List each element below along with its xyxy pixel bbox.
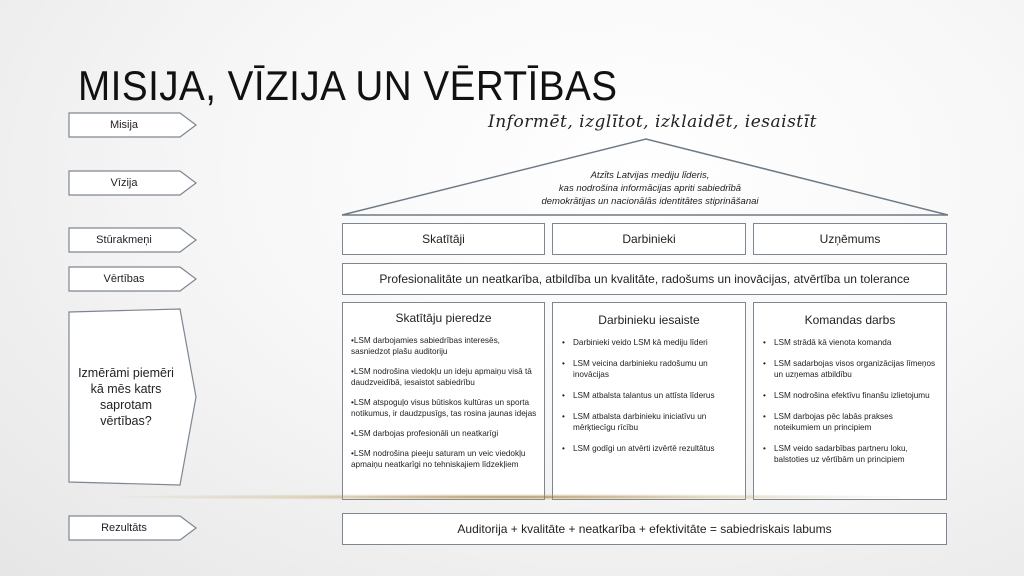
cornerstone-uznemums: Uzņēmums [753,223,947,255]
list-item: •LSM darbojas profesionāli un neatkarīgi [351,429,499,438]
column-darbinieku-iesaiste [552,302,746,500]
cornerstone-skatitaji: Skatītāji [342,223,545,255]
column-komandas-darbs [753,302,947,500]
label-arrow-misija [68,112,198,138]
list-item: • LSM nodrošina efektīvu finanšu izlietojumu [762,390,940,401]
label-arrow-vertibas [68,266,198,292]
result-box: Auditorija + kvalitāte + neatkarība + efektivitāte = sabiedriskais labums [342,513,947,545]
list-item: •LSM nodrošina viedokļu un ideju apmaiņu visā tā daudzveidībā, iesaistot sabiedrību [351,367,532,387]
column-skatitaju-pieredze [342,302,545,500]
mission-motto: Informēt, izglītot, izklaidēt, iesaistīt [488,112,817,132]
list-item: • Darbinieki veido LSM kā mediju līderi [561,337,739,348]
label-rezultats: Rezultāts [101,522,147,534]
list-item: • LSM darbojas pēc labās prakses noteikumiem un principiem [762,411,940,433]
column-title: Darbinieku iesaiste [598,313,700,327]
list-item: • LSM veicina darbinieku radošumu un inovācijas [561,358,739,380]
list-item: • LSM atbalsta talantus un attīsta līderus [561,390,739,401]
label-examples: Izmērāmi piemēri kā mēs katrs saprotam vērtības? [78,366,174,428]
vision-text [500,169,800,208]
list-item: •LSM darbojamies sabiedrības interesēs, sasniedzot plašu auditoriju [351,336,500,356]
decorative-divider [120,494,900,500]
label-arrow-examples [68,308,198,486]
list-item: • LSM atbalsta darbinieku iniciatīvu un mērķtiecīgu rīcību [561,411,739,433]
list-item: •LSM nodrošina pieeju saturam un veic viedokļu apmaiņu neatkarīgi no tehniskajiem līdzekļiem [351,449,526,469]
label-arrow-sturakmeni [68,227,198,253]
label-sturakmeni: Stūrakmeņi [96,234,152,246]
list-item: • LSM godīgi un atvērti izvērtē rezultātus [561,443,739,454]
column-title: Skatītāju pieredze [395,311,492,325]
list-item: •LSM atspoguļo visus būtiskos kultūras un sporta notikumus, ir daudzpusīgs, tas rosina jaunas idejas [351,398,537,418]
vision-line: demokrātijas un nacionālās identitātes stiprināšanai [541,196,759,207]
column-title: Komandas darbs [804,313,896,327]
list-item: • LSM sadarbojas visos organizācijas līmeņos un uzņemas atbildību [762,358,940,380]
values-box: Profesionalitāte un neatkarība, atbildība un kvalitāte, radošums un inovācijas, atvērtība un tolerance [342,263,947,295]
list-item: • LSM veido sadarbības partneru loku, balstoties uz vērtībām un principiem [762,443,940,465]
label-arrow-vizija [68,170,198,196]
list-item: • LSM strādā kā vienota komanda [762,337,940,348]
label-misija: Misija [109,119,139,131]
label-vizija: Vīzija [110,177,138,189]
page-title: MISIJA, VĪZIJA UN VĒRTĪBAS [78,62,618,109]
cornerstone-darbinieki: Darbinieki [552,223,746,255]
vision-line: kas nodrošina informācijas apriti sabiedrībā [558,183,742,194]
label-arrow-rezultats [68,515,198,541]
vision-line: Atzīts Latvijas mediju līderis, [590,170,710,181]
label-vertibas: Vērtības [103,273,145,285]
